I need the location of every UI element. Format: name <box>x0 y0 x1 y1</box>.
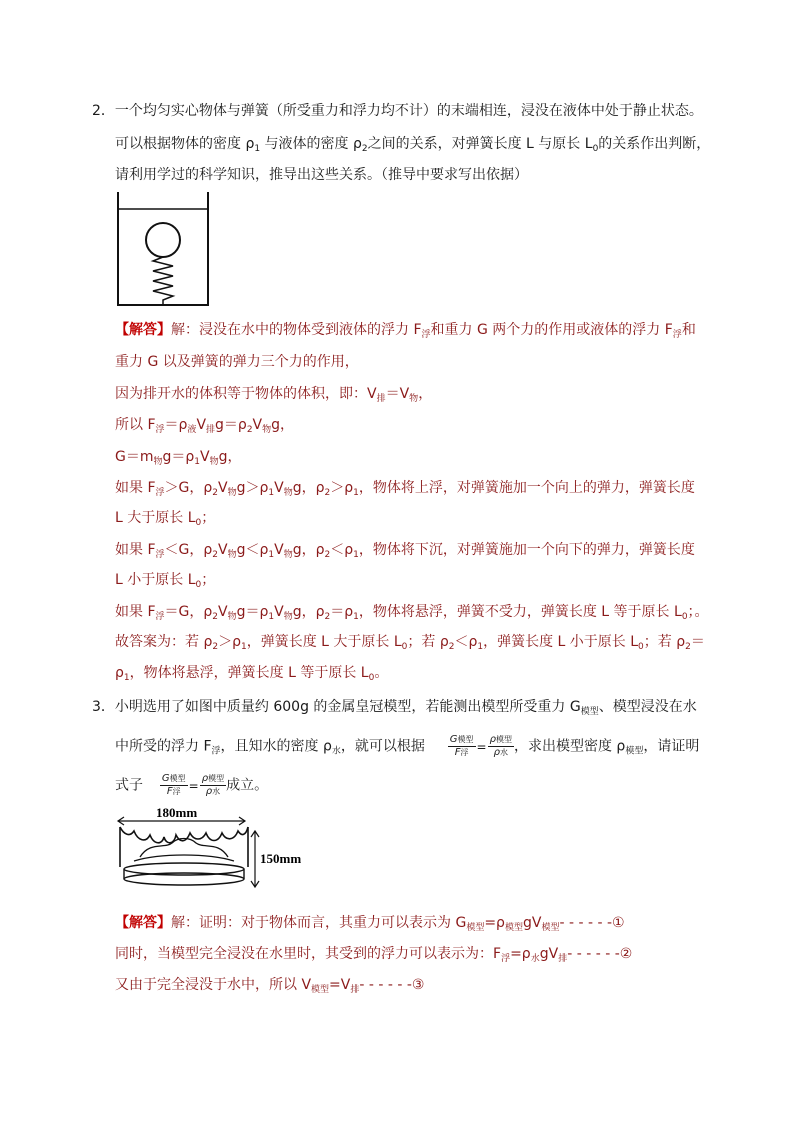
q2-answer-line-10: 如果 $F_浮=G$，$\rho_2V_物g=\rho_1V_物g$，$\rho_2=\rho_1$，物体将悬浮，弹簧不受力，弹簧长度 L 等于原长 $L_0$；。 <box>115 604 709 622</box>
q3-number: 3． <box>92 699 115 715</box>
q3-line-2: 中所受的浮力 $F_浮$，且知水的密度 $\rho_水$，就可以根据 $\frac{\text{G模型}}{\text{F浮}}$ = $\frac{\text{ρ模型}}{\text{ρ水}}$ ，求出模型密度 $\rho_{模型}$，请证明 <box>115 734 700 758</box>
q2-line-1: 2．一个均匀实心物体与弹簧（所受重力和浮力均不计）的末端相连，浸没在液体中处于静止状态。 <box>92 103 703 119</box>
q3-answer-line-2: 同时，当模型完全浸没在水里时，其受到的浮力可以表示为：$F_浮=\rho_水gV_排-$ - - - - -② <box>115 946 633 964</box>
formula-rho-ratio-2: $\frac{\text{ρ模型}}{\text{ρ水}}$ <box>201 773 225 797</box>
q2-answer-line-11: 故答案为：若 $\rho_2>\rho_1$，弹簧长度 L 大于原长 $L_0$；若 $\rho_2<\rho_1$，弹簧长度 L 小于原长 $L_0$；若 $\rho_2=$ <box>115 634 705 652</box>
crown-height-label: 150mm <box>260 851 302 866</box>
spring-ball-figure <box>115 190 215 308</box>
q3-answer-tag: 【解答】 <box>115 915 171 931</box>
formula-g-over-f: $\frac{\text{G模型}}{\text{F浮}}$ <box>449 734 474 758</box>
formula-rho-ratio: $\frac{\text{ρ模型}}{\text{ρ水}}$ <box>489 734 512 758</box>
crown-figure <box>110 805 325 900</box>
q2-answer-line-3: 因为排开水的体积等于物体的体积，即：$V_排=V_物$， <box>115 386 433 404</box>
q3-answer-line-1: 【解答】解：证明：对于物体而言，其重力可以表示为 $G_{模型}=\rho_{模型}gV_{模型}-$ - - - - -① <box>115 915 625 933</box>
crown-width-label: 180mm <box>156 805 198 820</box>
q2-answer-tag: 【解答】 <box>115 322 171 338</box>
q2-line-3: 请利用学过的科学知识，推导出这些关系。（推导中要求写出依据） <box>115 167 528 183</box>
q2-answer-line-5: $G=m_物g=\rho_1V_物g$， <box>115 449 242 467</box>
formula-g-over-f-2: $\frac{\text{G模型}}{\text{F浮}}$ <box>161 773 186 797</box>
q2-answer-line-12: $\rho_1$，物体将悬浮，弹簧长度 L 等于原长 $L_0$。 <box>115 665 389 683</box>
q2-line-2: 可以根据物体的密度 $\rho_1$ 与液体的密度 $\rho_2$之间的关系，对弹簧长度 L 与原长 $L_0$的关系作出判断， <box>115 136 711 154</box>
q2-answer-line-6: 如果 $F_浮>G$，$\rho_2V_物g>\rho_1V_物g$，$\rho_2>\rho_1$，物体将上浮，对弹簧施加一个向上的弹力，弹簧长度 <box>115 480 695 498</box>
q2-answer-line-8: 如果 $F_浮<G$，$\rho_2V_物g<\rho_1V_物g$，$\rho_2<\rho_1$，物体将下沉，对弹簧施加一个向下的弹力，弹簧长度 <box>115 542 695 560</box>
q3-answer-line-3: 又由于完全浸没于水中，所以 $V_{模型}=V_排-$ - - - - -③ <box>115 977 425 995</box>
q2-answer-line-4: 所以 $F_浮=\rho_液V_排g=\rho_2V_物g$， <box>115 417 295 435</box>
q3-line-1: 3．小明选用了如图中质量约 600g 的金属皇冠模型，若能测出模型所受重力 $G_{模型}$、模型浸没在水 <box>92 699 697 717</box>
q2-answer-line-9: L 小于原长 $L_0$； <box>115 572 216 590</box>
q2-number: 2． <box>92 103 115 119</box>
q2-answer-line-7: L 大于原长 $L_0$； <box>115 510 216 528</box>
q3-line-3: 式子 $\frac{\text{G模型}}{\text{F浮}}$ = $\frac{\text{ρ模型}}{\text{ρ水}}$ 成立。 <box>115 773 269 797</box>
q2-answer-line-1: 【解答】解：浸没在水中的物体受到液体的浮力 $F_浮$和重力 G 两个力的作用或液体的浮力 $F_浮$和 <box>115 322 696 340</box>
q2-answer-line-2: 重力 G 以及弹簧的弹力三个力的作用， <box>115 354 359 370</box>
